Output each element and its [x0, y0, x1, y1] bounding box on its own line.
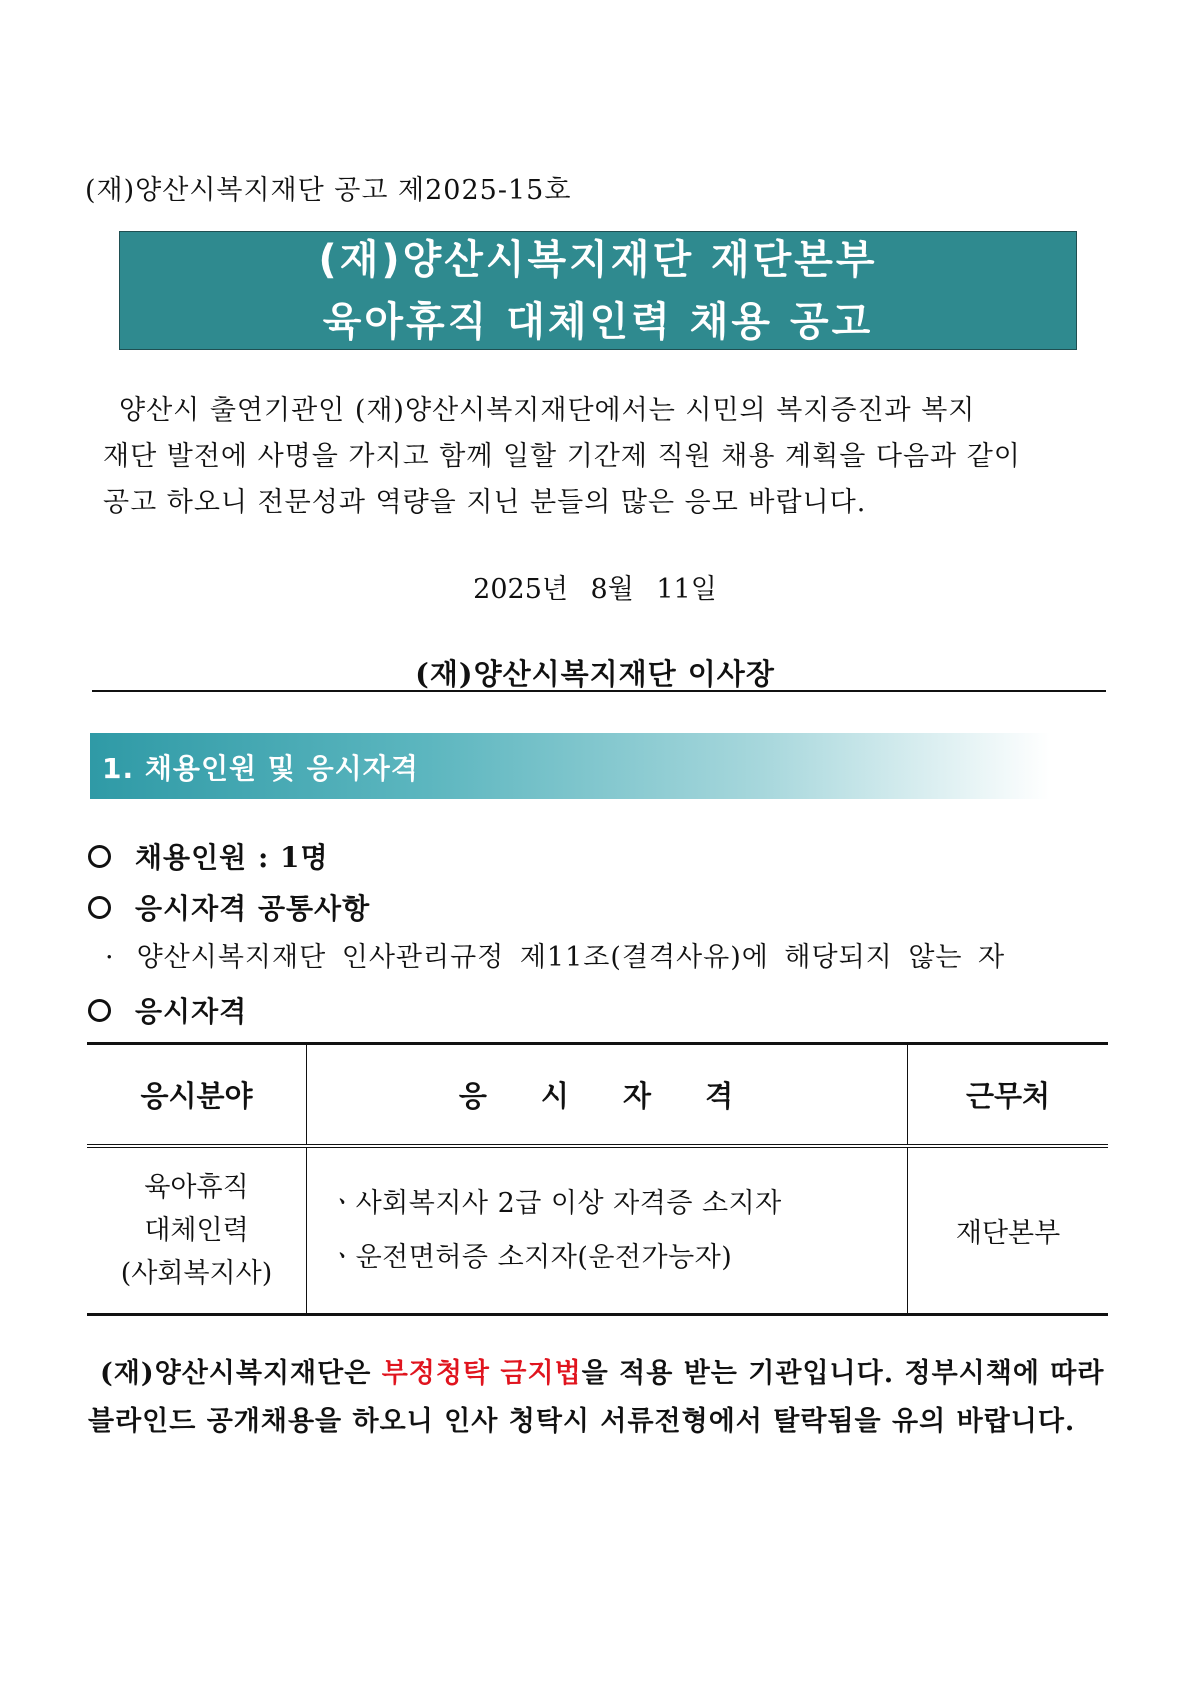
footer-line2: 블라인드 공개채용을 하오니 인사 청탁시 서류전형에서 탈락됨을 유의 바랍니다. — [88, 1406, 1076, 1437]
header-workplace: 근무처 — [908, 1044, 1109, 1147]
announcement-title-box — [119, 231, 1077, 350]
common-qualification-detail — [105, 935, 1005, 974]
intro-line1: 양산시 출연기관인 (재)양산시복지재단에서는 시민의 복지증진과 복지 — [119, 395, 976, 426]
header-field: 응시분야 — [87, 1044, 307, 1147]
common-qualification-heading: 응시자격 공통사항 — [135, 892, 371, 925]
field-cell — [87, 1146, 307, 1315]
footer-line1: (재)양산시복지재단은 부정청탁 금지법을 적용 받는 기관입니다. 정부시책에 따라 — [100, 1358, 1105, 1389]
workplace-cell: 재단본부 — [908, 1146, 1109, 1315]
anti-graft-law-highlight: 부정청탁 금지법 — [381, 1358, 582, 1389]
common-qualification-text: 양산시복지재단 인사관리규정 제11조(결격사유)에 해당되지 않는 자 — [136, 942, 1006, 973]
headcount-text: 채용인원 : 1명 — [135, 841, 329, 874]
organization-signature: (재)양산시복지재단 이사장 — [415, 657, 775, 691]
signature-underline — [92, 690, 1106, 692]
announcement-title-line2: 육아휴직 대체인력 채용 공고 — [322, 298, 874, 345]
table-row — [87, 1146, 1108, 1315]
requirements-cell — [307, 1146, 908, 1315]
announcement-title-line1: (재)양산시복지재단 재단본부 — [318, 236, 878, 283]
circle-bullet-icon — [88, 999, 111, 1022]
footer-notice — [88, 1350, 1108, 1446]
header-qualification: 응 시 자 격 — [307, 1044, 908, 1147]
intro-line3: 공고 하오니 전문성과 역량을 지닌 분들의 많은 응모 바랍니다. — [103, 487, 867, 518]
section-title: 1. 채용인원 및 응시자격 — [102, 752, 419, 785]
announcement-date: 2025년 8월 11일 — [473, 574, 717, 605]
field-line3: (사회복지사) — [120, 1258, 273, 1289]
requirement-item: ㆍ사회복지사 2급 이상 자격증 소지자 — [329, 1187, 782, 1219]
qualification-heading: 응시자격 — [135, 995, 248, 1028]
field-line2: 대체인력 — [144, 1215, 249, 1246]
dot-bullet-icon: · — [105, 942, 115, 973]
table-header-row — [87, 1044, 1108, 1147]
circle-bullet-icon — [88, 845, 111, 868]
notice-number: (재)양산시복지재단 공고 제2025-15호 — [85, 175, 572, 206]
common-qualification-item — [88, 887, 370, 927]
qualification-item — [88, 990, 247, 1030]
intro-paragraph — [103, 388, 1093, 526]
intro-line2: 재단 발전에 사명을 가지고 함께 일할 기간제 직원 채용 계획을 다음과 같이 — [103, 441, 1021, 472]
circle-bullet-icon — [88, 896, 111, 919]
qualification-table — [87, 1042, 1108, 1316]
requirement-item: ㆍ운전면허증 소지자(운전가능자) — [329, 1241, 733, 1273]
headcount-item — [88, 836, 329, 876]
field-line1: 육아휴직 — [144, 1172, 249, 1203]
